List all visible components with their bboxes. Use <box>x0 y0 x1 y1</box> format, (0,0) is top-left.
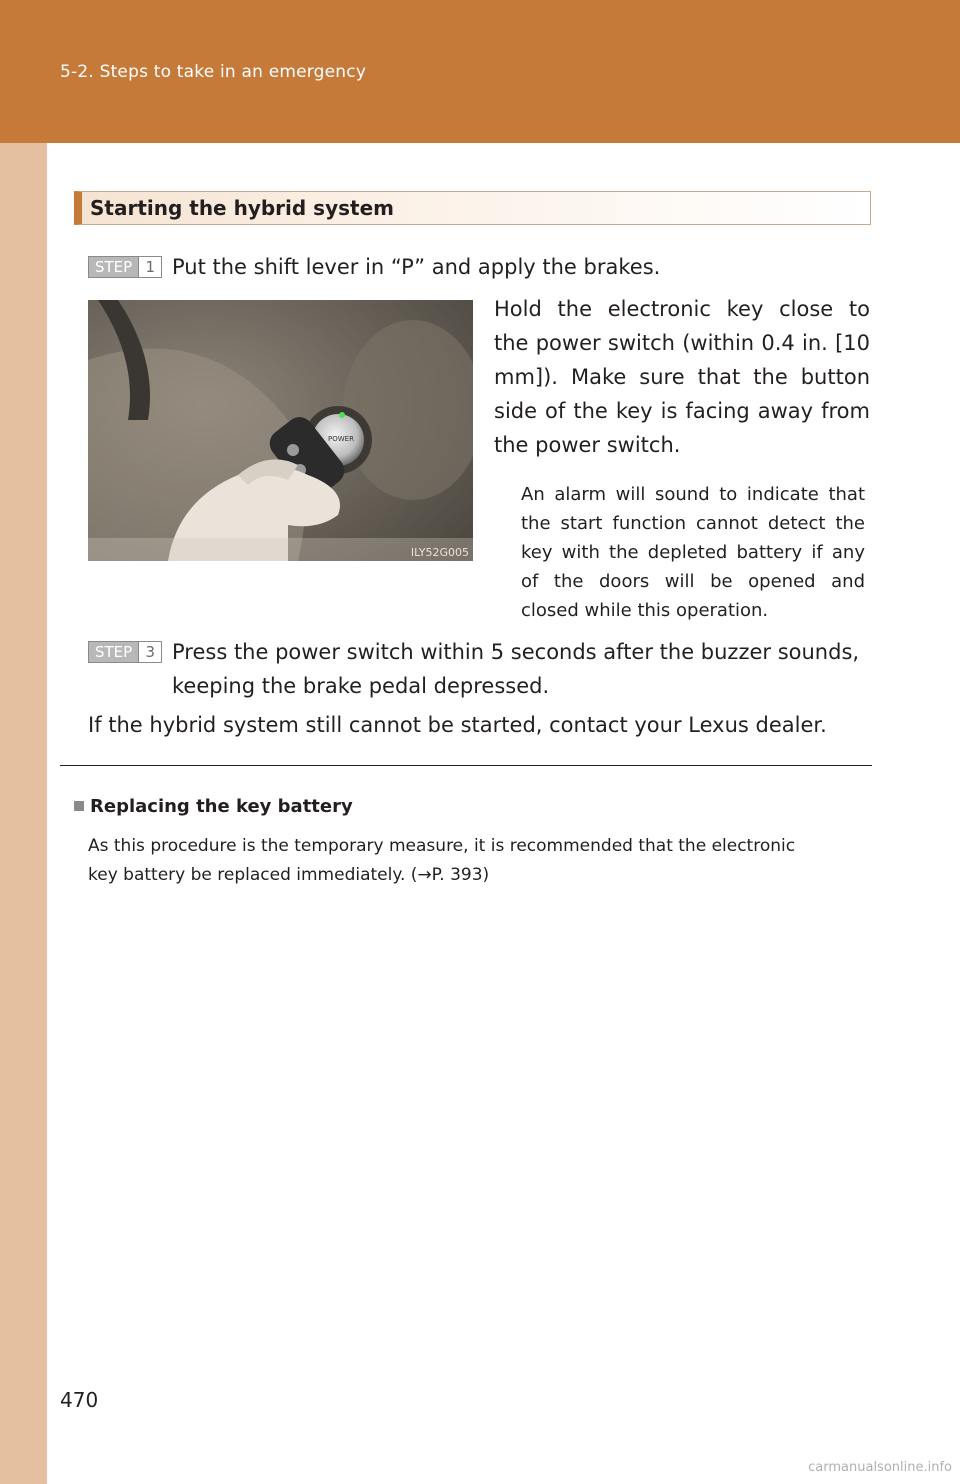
step-label: STEP <box>89 642 138 662</box>
step-3-badge <box>88 641 162 663</box>
closing-text: If the hybrid system still cannot be started, contact your Lexus dealer. <box>88 713 827 737</box>
step-1-text: Put the shift lever in “P” and apply the brakes. <box>172 255 661 279</box>
step-2-note-line: An alarm will sound to indicate that <box>521 484 865 505</box>
step-2-line: side of the key is facing away from <box>494 399 870 423</box>
key-to-power-switch-photo <box>88 300 473 561</box>
side-band <box>0 143 47 1484</box>
figure-code: ILY52G005 <box>410 546 469 559</box>
step-2-line: Hold the electronic key close to <box>494 297 870 321</box>
step-2-note-line: closed while this operation. <box>521 600 769 621</box>
section-divider <box>60 765 872 766</box>
step-2-line: the power switch (within 0.4 in. [10 <box>494 331 870 355</box>
step-2-note-line: key with the depleted battery if any <box>521 542 865 563</box>
power-button-label: POWER <box>328 435 354 443</box>
page-number: 470 <box>60 1388 99 1412</box>
step-2-note-line: the start function cannot detect the <box>521 513 865 534</box>
step-1-badge <box>88 256 162 278</box>
section-heading-box <box>74 191 871 225</box>
note-line: As this procedure is the temporary measure, it is recommended that the electronic <box>88 836 796 856</box>
section-heading: Starting the hybrid system <box>90 196 394 220</box>
step-3-text <box>172 635 872 703</box>
watermark: carmanualsonline.info <box>808 1460 952 1475</box>
step-2-line: the power switch. <box>494 433 681 457</box>
note-line: key battery be replaced immediately. (→P. 393) <box>88 865 490 885</box>
step-2-note-line: of the doors will be opened and <box>521 571 865 592</box>
step-2-text <box>494 292 870 462</box>
note-body <box>88 832 870 890</box>
step-2-line: mm]). Make sure that the button <box>494 365 870 389</box>
step-3-line: keeping the brake pedal depressed. <box>172 674 550 698</box>
step-number: 1 <box>138 257 161 277</box>
step-number: 3 <box>138 642 161 662</box>
square-bullet-icon <box>74 801 84 811</box>
step-3-line: Press the power switch within 5 seconds after the buzzer sounds, <box>172 640 860 664</box>
note-heading <box>74 796 353 817</box>
section-label: 5-2. Steps to take in an emergency <box>60 62 367 82</box>
step-label: STEP <box>89 257 138 277</box>
note-heading-text: Replacing the key battery <box>90 796 353 817</box>
step-2-note <box>521 480 865 625</box>
photo-illustration <box>88 300 473 561</box>
